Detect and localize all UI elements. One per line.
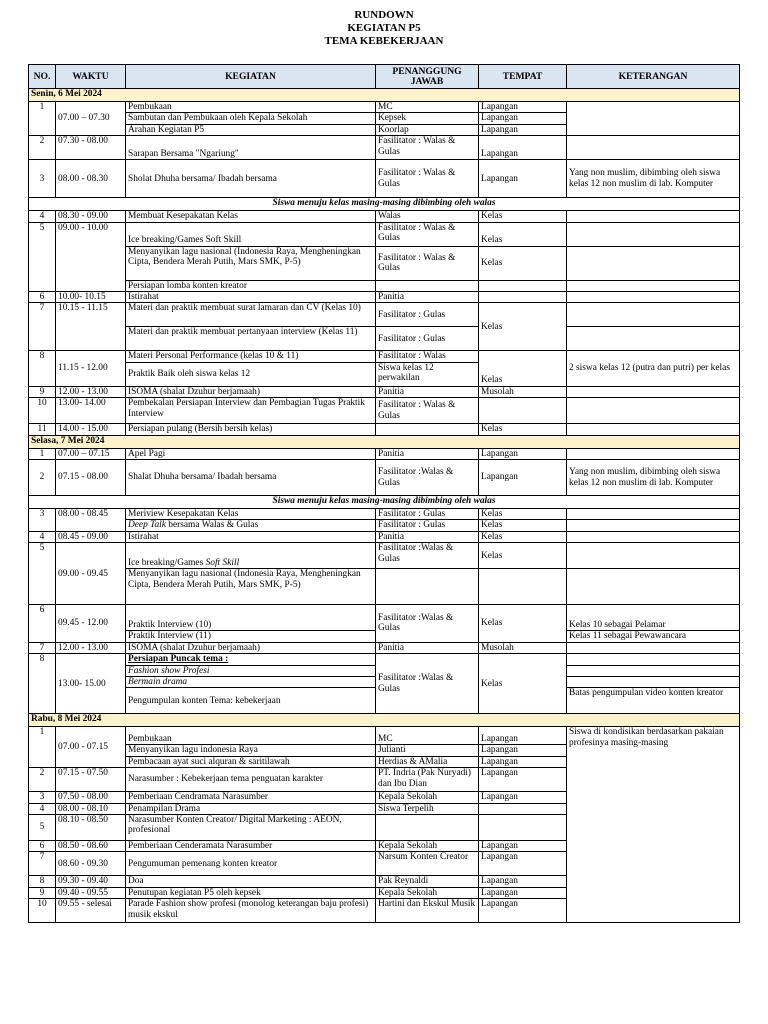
deep-talk-rest: bersama Walas & Gulas [165, 520, 259, 531]
cell-tempat: Lapangan [479, 136, 567, 160]
table-row [29, 520, 740, 531]
cell-pj: Herdias & AMalia [376, 756, 479, 767]
cell-tempat: Lapangan [479, 887, 567, 898]
cell-waktu: 08.50 - 08.60 [56, 840, 126, 851]
cell-pj: Koorlap [376, 124, 479, 135]
cell-ket [567, 136, 740, 160]
cell-pj: Fasilitator :Walas & Gulas [376, 654, 479, 714]
cell-waktu: 10.15 - 11.15 [56, 303, 126, 351]
cell-waktu: 08.45 - 09.00 [56, 531, 126, 542]
cell-kegiatan: Doa [126, 876, 376, 887]
cell-kegiatan: Penutupan kegiatan P5 oleh kepsek [126, 887, 376, 898]
cell-tempat: Lapangan [479, 768, 567, 792]
title-kegiatan: KEGIATAN P5 [347, 22, 421, 34]
cell-no: 1 [29, 102, 56, 136]
softskill-text: Soft Skill [205, 557, 240, 568]
cell-pj: Kepala Sekolah [376, 840, 479, 851]
cell-tempat: Musolah [479, 386, 567, 397]
cell-ket: Siswa di kondisikan berdasarkan pakaian profesinya masing-masing [567, 727, 740, 923]
cell-no: 8 [29, 654, 56, 714]
table-row [29, 509, 740, 520]
cell-waktu: 12.00 - 13.00 [56, 642, 126, 653]
cell-kegiatan: Praktik Interview (11) [126, 631, 376, 642]
cell-kegiatan: Meriview Kesepakatan Kelas [126, 509, 376, 520]
cell-waktu: 08.60 - 09.30 [56, 852, 126, 876]
col-kegiatan: KEGIATAN [126, 65, 376, 89]
cell-waktu: 08.00 - 08.10 [56, 803, 126, 814]
cell-kegiatan: Menyanyikan lagu nasional (Indonesia Raya, Mengheningkan Cipta, Bendera Merah Putih, Mars SMK, P-5) [126, 569, 376, 605]
table-row [29, 136, 740, 160]
cell-no: 10 [29, 398, 56, 424]
cell-waktu: 09.40 - 09.55 [56, 887, 126, 898]
cell-no: 7 [29, 303, 56, 351]
cell-tempat: Kelas [479, 509, 567, 520]
table-row [29, 222, 740, 246]
cell-pj: Julianti [376, 745, 479, 756]
table-row [29, 543, 740, 569]
cell-waktu: 09.00 - 09.45 [56, 543, 126, 605]
cell-kegiatan: Menyanyikan lagu nasional (Indonesia Raya, Mengheningkan Cipta, Bendera Merah Putih, Mars SMK, P-5) [126, 246, 376, 280]
cell-pj [376, 424, 479, 435]
table-row [29, 398, 740, 424]
cell-no: 2 [29, 136, 56, 160]
table-row [29, 569, 740, 605]
puncak-tema-text: Persiapan Puncak tema : [128, 654, 229, 665]
col-pj: PENANGGUNG JAWAB [376, 65, 479, 89]
cell-kegiatan: Materi dan praktik membuat surat lamaran dan CV (Kelas 10) [126, 303, 376, 327]
cell-pj: Fasilitator : Gulas [376, 509, 479, 520]
cell-kegiatan: Apel Pagi [126, 448, 376, 459]
table-row [29, 102, 740, 113]
cell-ket [567, 509, 740, 520]
cell-ket [567, 292, 740, 303]
cell-pj: Siswa kelas 12 perwakilan [376, 362, 479, 386]
cell-pj: Fasilitator : Gulas [376, 303, 479, 327]
cell-waktu: 08.30 - 09.00 [56, 211, 126, 222]
cell-kegiatan: Pemberiaan Cenderamata Narasumber [126, 840, 376, 851]
cell-pj: Fasilitator : Walas [376, 351, 479, 362]
cell-kegiatan: Pembacaan ayat suci alquran & saritilawah [126, 756, 376, 767]
cell-waktu: 09.00 - 10.00 [56, 222, 126, 291]
cell-tempat: Kelas [479, 520, 567, 531]
cell-pj: Fasilitator : Gulas [376, 520, 479, 531]
cell-kegiatan: Persiapan lomba konten kreator [126, 280, 376, 291]
cell-waktu: 08.10 - 08.50 [56, 814, 126, 840]
cell-no: 6 [29, 605, 56, 642]
cell-no: 1 [29, 448, 56, 459]
cell-kegiatan: Ice breaking/Games Soft Skill [126, 222, 376, 246]
cell-waktu: 13.00- 15.00 [56, 654, 126, 714]
cell-tempat: Kelas [479, 303, 567, 351]
cell-tempat: Lapangan [479, 727, 567, 745]
cell-pj: PT. Indria (Pak Nuryadi) dan Ibu Dian [376, 768, 479, 792]
cell-ket [567, 222, 740, 246]
cell-kegiatan: Narasumber : Kebekerjaan tema penguatan karakter [126, 768, 376, 792]
cell-kegiatan: Praktik Baik oleh siswa kelas 12 [126, 362, 376, 386]
cell-tempat: Lapangan [479, 899, 567, 923]
cell-no: 11 [29, 424, 56, 435]
cell-waktu: 09.30 - 09.40 [56, 876, 126, 887]
cell-tempat: Kelas [479, 424, 567, 435]
cell-ket [567, 569, 740, 605]
day-row [29, 89, 740, 102]
cell-waktu: 07.30 - 08.00 [56, 136, 126, 160]
col-waktu: WAKTU [56, 65, 126, 89]
cell-pj: Narsum Konten Creator [376, 852, 479, 876]
cell-kegiatan: Narasumber Konten Creator/ Digital Marketing : AEON, profesional [126, 814, 376, 840]
cell-tempat: Lapangan [479, 852, 567, 876]
cell-waktu: 07.15 - 08.00 [56, 460, 126, 496]
cell-kegiatan: Pembukaan [126, 102, 376, 113]
cell-no: 2 [29, 768, 56, 792]
cell-pj: Panitia [376, 642, 479, 653]
cell-pj: Kepala Sekolah [376, 792, 479, 803]
cell-pj: MC [376, 727, 479, 745]
cell-kegiatan: Praktik Interview (10) [126, 605, 376, 631]
cell-tempat: Lapangan [479, 745, 567, 756]
table-row [29, 727, 740, 745]
cell-pj: Fasilitator : Walas & Gulas [376, 246, 479, 280]
cell-pj [376, 280, 479, 291]
cell-kegiatan [126, 654, 376, 665]
cell-no: 3 [29, 160, 56, 198]
cell-kegiatan: Bermain drama [126, 676, 376, 687]
cell-kegiatan: Materi dan praktik membuat pertanyaan interview (Kelas 11) [126, 327, 376, 351]
table-row [29, 327, 740, 351]
cell-ket [567, 531, 740, 542]
cell-no: 3 [29, 509, 56, 532]
table-row [29, 160, 740, 198]
table-row [29, 280, 740, 291]
cell-ket: Yang non muslim, dibimbing oleh siswa kelas 12 non muslim di lab. Komputer [567, 460, 740, 496]
cell-pj: Panitia [376, 292, 479, 303]
table-row [29, 654, 740, 665]
cell-pj [376, 569, 479, 605]
cell-no: 4 [29, 531, 56, 542]
cell-pj: Panitia [376, 448, 479, 459]
cell-ket [567, 280, 740, 291]
cell-ket: 2 siswa kelas 12 (putra dan putri) per kelas [567, 351, 740, 386]
cell-ket [567, 448, 740, 459]
cell-no: 7 [29, 852, 56, 876]
cell-no: 4 [29, 211, 56, 222]
cell-waktu: 09.45 - 12.00 [56, 605, 126, 642]
cell-no: 10 [29, 899, 56, 923]
cell-kegiatan [126, 520, 376, 531]
cell-pj: Pak Reynaldi [376, 876, 479, 887]
cell-pj: Fasilitator : Walas & Gulas [376, 222, 479, 246]
separator-text: Siswa menuju kelas masing-masing dibimbing oleh walas [29, 198, 740, 211]
cell-tempat: Musolah [479, 642, 567, 653]
cell-no: 5 [29, 814, 56, 840]
cell-waktu: 14.00 - 15.00 [56, 424, 126, 435]
cell-no: 9 [29, 887, 56, 898]
title-rundown: RUNDOWN [354, 9, 414, 21]
cell-pj: Fasilitator :Walas & Gulas [376, 605, 479, 642]
cell-kegiatan: Pengumpulan konten Tema: kebekerjaan [126, 688, 376, 714]
cell-kegiatan: Pembukaan [126, 727, 376, 745]
cell-no: 7 [29, 642, 56, 653]
table-row [29, 605, 740, 631]
table-row [29, 292, 740, 303]
cell-waktu: 13.00- 14.00 [56, 398, 126, 424]
title-tema: TEMA KEBEKERJAAN [324, 35, 444, 47]
day-label: Selasa, 7 Mei 2024 [29, 435, 740, 448]
cell-tempat: Lapangan [479, 113, 567, 124]
cell-ket [567, 246, 740, 280]
cell-kegiatan: Arahan Kegiatan P5 [126, 124, 376, 135]
cell-pj [376, 814, 479, 840]
cell-ket [567, 211, 740, 222]
cell-kegiatan: Pengumuman pemenang konten kreator [126, 852, 376, 876]
cell-tempat [479, 569, 567, 605]
cell-tempat: Lapangan [479, 448, 567, 459]
cell-waktu: 08.00 - 08.45 [56, 509, 126, 532]
cell-kegiatan: Pemberiaan Cendramata Narasumber [126, 792, 376, 803]
cell-tempat: Kelas [479, 246, 567, 280]
cell-no: 2 [29, 460, 56, 496]
cell-pj: Kepala Sekolah [376, 887, 479, 898]
cell-kegiatan: Pembekalan Persiapan Interview dan Pembagian Tugas Praktik Interview [126, 398, 376, 424]
cell-kegiatan: Sarapan Bersama "Ngariung" [126, 136, 376, 160]
table-header [29, 65, 740, 89]
cell-pj: MC [376, 102, 479, 113]
table-row [29, 642, 740, 653]
col-ket: KETERANGAN [567, 65, 740, 89]
cell-waktu: 07.15 - 07.50 [56, 768, 126, 792]
cell-ket [567, 386, 740, 397]
icebreak-text: Ice breaking/Games [128, 557, 206, 568]
cell-waktu: 10.00- 10.15 [56, 292, 126, 303]
cell-no: 6 [29, 292, 56, 303]
cell-ket [567, 642, 740, 653]
cell-tempat: Kelas [479, 211, 567, 222]
cell-ket [567, 424, 740, 435]
cell-tempat: Kelas [479, 531, 567, 542]
cell-ket: Kelas 10 sebagai Pelamar [567, 605, 740, 631]
cell-pj: Hartini dan Ekskul Musik [376, 899, 479, 923]
cell-kegiatan: Fashion show Profesi [126, 665, 376, 676]
separator-row [29, 198, 740, 211]
cell-no: 3 [29, 792, 56, 803]
table-row [29, 448, 740, 459]
cell-tempat [479, 803, 567, 814]
cell-ket: Batas pengumpulan video konten kreator [567, 688, 740, 714]
cell-kegiatan: Menyanyikan lagu indonesia Raya [126, 745, 376, 756]
cell-ket [567, 543, 740, 569]
cell-pj: Fasilitator :Walas & Gulas [376, 543, 479, 569]
table-row [29, 531, 740, 542]
day-row [29, 435, 740, 448]
cell-kegiatan: ISOMA (shalat Dzuhur berjamaah) [126, 386, 376, 397]
cell-waktu: 11.15 - 12.00 [56, 351, 126, 386]
cell-kegiatan: Membuat Kesepakatan Kelas [126, 211, 376, 222]
cell-no: 6 [29, 840, 56, 851]
cell-kegiatan [126, 543, 376, 569]
day-row [29, 714, 740, 727]
cell-no: 5 [29, 222, 56, 291]
cell-tempat: Lapangan [479, 460, 567, 496]
cell-kegiatan: Penampilan Drama [126, 803, 376, 814]
cell-waktu: 09.55 - selesai [56, 899, 126, 923]
cell-kegiatan: Istirahat [126, 531, 376, 542]
cell-pj: Fasilitator :Walas & Gulas [376, 460, 479, 496]
cell-tempat: Lapangan [479, 756, 567, 767]
table-row [29, 424, 740, 435]
cell-pj: Siswa Terpelih [376, 803, 479, 814]
cell-kegiatan: Parade Fashion show profesi (monolog keterangan baju profesi) musik ekskul [126, 899, 376, 923]
cell-pj: Fasilitator : Walas & Gulas [376, 160, 479, 198]
cell-pj: Panitia [376, 386, 479, 397]
cell-no: 9 [29, 386, 56, 397]
cell-tempat [479, 814, 567, 840]
separator-row [29, 496, 740, 509]
cell-tempat: Kelas [479, 543, 567, 569]
cell-pj: Kepsek [376, 113, 479, 124]
cell-kegiatan: Shalat Dhuha bersama/ Ibadah bersama [126, 460, 376, 496]
cell-ket [567, 676, 740, 687]
table-row [29, 246, 740, 280]
cell-no: 4 [29, 803, 56, 814]
cell-tempat: Lapangan [479, 792, 567, 803]
cell-kegiatan: Persiapan pulang (Bersih bersih kelas) [126, 424, 376, 435]
table-row [29, 303, 740, 327]
cell-tempat: Lapangan [479, 840, 567, 851]
cell-waktu: 08.00 - 08.30 [56, 160, 126, 198]
cell-kegiatan: Sholat Dhuha bersama/ Ibadah bersama [126, 160, 376, 198]
day-label: Senin, 6 Mei 2024 [29, 89, 740, 102]
cell-tempat [479, 398, 567, 424]
cell-ket [567, 303, 740, 327]
cell-ket [567, 665, 740, 676]
cell-ket: Kelas 11 sebagai Pewawancara [567, 631, 740, 642]
cell-no: 8 [29, 876, 56, 887]
separator-text: Siswa menuju kelas masing-masing dibimbing oleh walas [29, 496, 740, 509]
cell-tempat [479, 292, 567, 303]
table-row [29, 460, 740, 496]
cell-tempat: Kelas [479, 222, 567, 246]
cell-tempat: Kelas [479, 351, 567, 386]
cell-tempat: Kelas [479, 605, 567, 642]
cell-no: 5 [29, 543, 56, 605]
cell-kegiatan: Sambutan dan Pembukaan oleh Kepala Sekolah [126, 113, 376, 124]
table-row [29, 211, 740, 222]
day-label: Rabu, 8 Mei 2024 [29, 714, 740, 727]
cell-kegiatan: Materi Personal Performance (kelas 10 & 11) [126, 351, 376, 362]
cell-ket [567, 398, 740, 424]
cell-pj: Fasilitator : Walas & Gulas [376, 136, 479, 160]
cell-ket [567, 654, 740, 665]
cell-tempat: Lapangan [479, 102, 567, 113]
cell-waktu: 12.00 - 13.00 [56, 386, 126, 397]
cell-waktu: 07.00 – 07.30 [56, 102, 126, 136]
table-row [29, 351, 740, 362]
cell-tempat [479, 280, 567, 291]
cell-waktu: 07.00 – 07.15 [56, 448, 126, 459]
cell-waktu: 07.50 - 08.00 [56, 792, 126, 803]
cell-ket [567, 520, 740, 531]
cell-pj: Fasilitator : Walas & Gulas [376, 398, 479, 424]
col-tempat: TEMPAT [479, 65, 567, 89]
deep-talk-text: Deep Talk [128, 520, 166, 531]
cell-tempat: Lapangan [479, 160, 567, 198]
cell-tempat: Lapangan [479, 124, 567, 135]
cell-ket: Yang non muslim, dibimbing oleh siswa kelas 12 non muslim di lab. Komputer [567, 160, 740, 198]
cell-ket [567, 102, 740, 136]
cell-pj: Panitia [376, 531, 479, 542]
cell-kegiatan: ISOMA (shalat Dzuhur berjamaah) [126, 642, 376, 653]
rundown-table [28, 64, 740, 923]
cell-kegiatan: Istirahat [126, 292, 376, 303]
cell-tempat: Kelas [479, 654, 567, 714]
col-no: NO. [29, 65, 56, 89]
cell-pj: Fasilitator : Gulas [376, 327, 479, 351]
document-title [0, 0, 768, 48]
cell-tempat: Lapangan [479, 876, 567, 887]
table-row [29, 386, 740, 397]
cell-no: 8 [29, 351, 56, 386]
cell-pj: Walas [376, 211, 479, 222]
cell-ket [567, 327, 740, 351]
cell-waktu: 07.00 - 07.15 [56, 727, 126, 768]
cell-no: 1 [29, 727, 56, 768]
